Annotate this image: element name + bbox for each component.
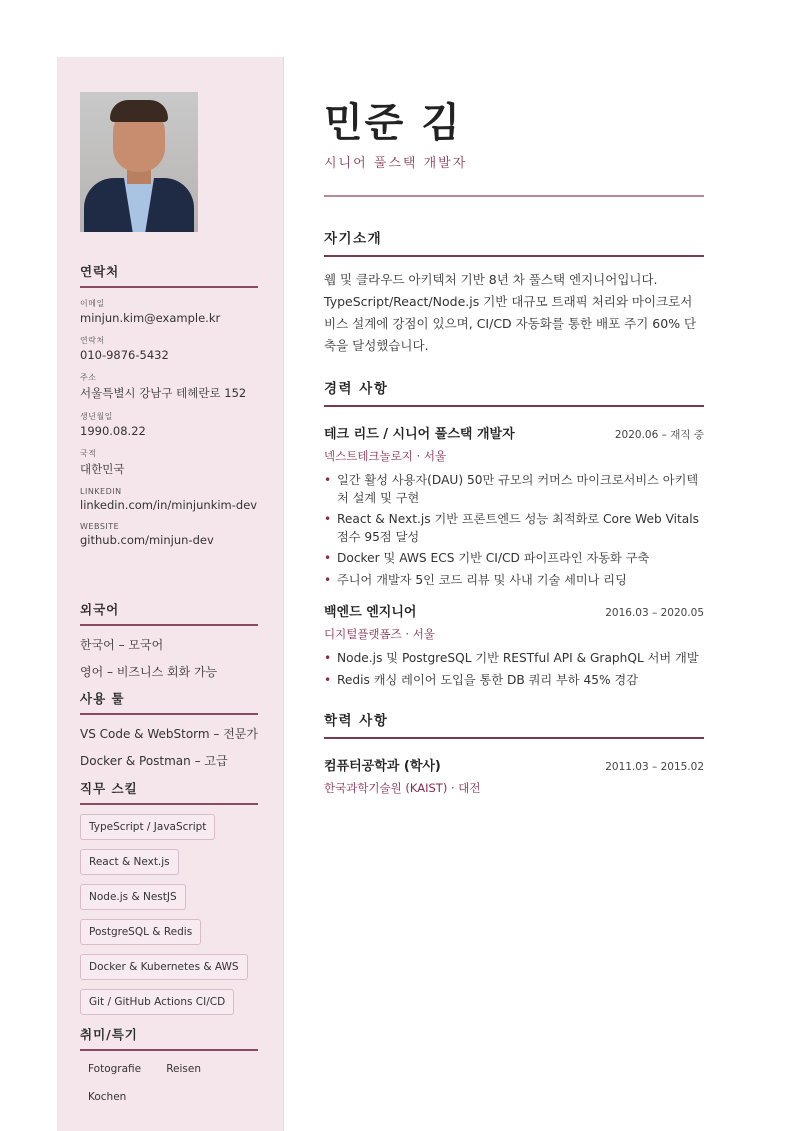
sidebar	[57, 57, 284, 1131]
contact-label: 연락처	[80, 336, 105, 345]
experience-section	[324, 377, 704, 689]
contact-item	[80, 487, 258, 512]
contact-heading: 연락처	[80, 262, 258, 288]
website-link[interactable]: github.com/minjun-dev	[80, 533, 214, 547]
school-name: 한국과학기술원 (KAIST) · 대전	[324, 781, 481, 795]
language-item: 영어 – 비즈니스 회화 가능	[80, 665, 218, 679]
contact-item	[80, 298, 258, 325]
contact-label: 주소	[80, 373, 97, 382]
job-entry	[324, 601, 704, 689]
summary-text: 웹 및 클라우드 아키텍처 기반 8년 차 풀스택 엔지니어입니다. TypeScript/React/Node.js 기반 대규모 트래픽 처리와 마이크로서비스 설계에 강점이 있으며, CI/CD 자동화를 통한 배포 주기 60% 단축을 달성했습니다.	[324, 272, 697, 353]
skill-tag: Docker & Kubernetes & AWS	[80, 954, 248, 980]
bullet-item: • 일간 활성 사용자(DAU) 50만 규모의 커머스 마이크로서비스 아키텍처 설계 및 구현	[324, 472, 704, 507]
email-value[interactable]: minjun.kim@example.kr	[80, 311, 221, 325]
job-bullets	[324, 472, 704, 589]
contact-item	[80, 448, 258, 477]
languages-heading: 외국어	[80, 600, 258, 626]
languages-section	[80, 600, 258, 680]
contact-label: 국적	[80, 449, 97, 458]
language-item: 한국어 – 모국어	[80, 638, 164, 652]
degree-title: 컴퓨터공학과 (학사)	[324, 759, 441, 774]
hobby-item: Kochen	[88, 1091, 127, 1103]
bullet-item: • 주니어 개발자 5인 코드 리뷰 및 사내 기술 세미나 리딩	[324, 572, 704, 590]
experience-heading: 경력 사항	[324, 377, 704, 407]
bullet-item: • React & Next.js 기반 프론트엔드 성능 최적화로 Core Web Vitals 점수 95점 달성	[324, 511, 704, 546]
bullet-item: • Node.js 및 PostgreSQL 기반 RESTful API & GraphQL 서버 개발	[324, 650, 704, 668]
person-name: 민준 김	[324, 100, 462, 146]
skill-tag: Node.js & NestJS	[80, 884, 186, 910]
job-bullets	[324, 650, 704, 689]
contact-item	[80, 522, 258, 547]
contact-label: LINKEDIN	[80, 487, 122, 496]
contact-item	[80, 335, 258, 362]
bullet-item: • Docker 및 AWS ECS 기반 CI/CD 파이프라인 자동화 구축	[324, 550, 704, 568]
job-title: 백엔드 엔지니어	[324, 605, 417, 620]
bullet-item: • Redis 캐싱 레이어 도입을 통한 DB 쿼리 부하 45% 경감	[324, 672, 704, 690]
job-title: 테크 리드 / 시니어 풀스택 개발자	[324, 427, 515, 442]
profile-photo	[80, 92, 198, 232]
hobby-item: Fotografie	[88, 1063, 142, 1075]
hobbies-section	[80, 1025, 258, 1109]
contact-label: WEBSITE	[80, 522, 120, 531]
birthdate-value: 1990.08.22	[80, 424, 146, 438]
job-company: 디지털플랫폼즈 · 서울	[324, 627, 435, 641]
education-section	[324, 709, 704, 796]
contact-section	[80, 262, 258, 547]
skills-section	[80, 779, 258, 1015]
education-date: 2011.03 – 2015.02	[605, 761, 704, 773]
job-role: 시니어 풀스택 개발자	[324, 156, 468, 171]
tools-section	[80, 689, 258, 769]
tools-heading: 사용 툴	[80, 689, 258, 715]
summary-heading: 자기소개	[324, 227, 704, 257]
contact-item	[80, 372, 258, 401]
summary-section	[324, 227, 704, 357]
address-value: 서울특별시 강남구 테헤란로 152	[80, 386, 247, 400]
skill-tag: Git / GitHub Actions CI/CD	[80, 989, 234, 1015]
main-content	[324, 100, 704, 796]
skill-tag: React & Next.js	[80, 849, 179, 875]
education-entry	[324, 755, 704, 796]
tool-item: VS Code & WebStorm – 전문가	[80, 727, 258, 741]
nationality-value: 대한민국	[80, 462, 125, 476]
skills-heading: 직무 스킬	[80, 779, 258, 805]
contact-label: 이메일	[80, 299, 105, 308]
job-date: 2016.03 – 2020.05	[605, 607, 704, 619]
linkedin-link[interactable]: linkedin.com/in/minjunkim-dev	[80, 498, 258, 512]
hobbies-heading: 취미/특기	[80, 1025, 258, 1051]
education-heading: 학력 사항	[324, 709, 704, 739]
contact-item	[80, 411, 258, 438]
job-date: 2020.06 – 재직 중	[614, 429, 704, 441]
job-company: 넥스트테크놀로지 · 서울	[324, 449, 447, 463]
skill-tag: PostgreSQL & Redis	[80, 919, 201, 945]
tool-item: Docker & Postman – 고급	[80, 754, 228, 768]
header-divider	[324, 195, 704, 197]
job-entry	[324, 423, 704, 589]
phone-value: 010-9876-5432	[80, 348, 169, 362]
hobby-item: Reisen	[166, 1063, 202, 1075]
contact-label: 생년월일	[80, 412, 113, 421]
skill-tag: TypeScript / JavaScript	[80, 814, 215, 840]
